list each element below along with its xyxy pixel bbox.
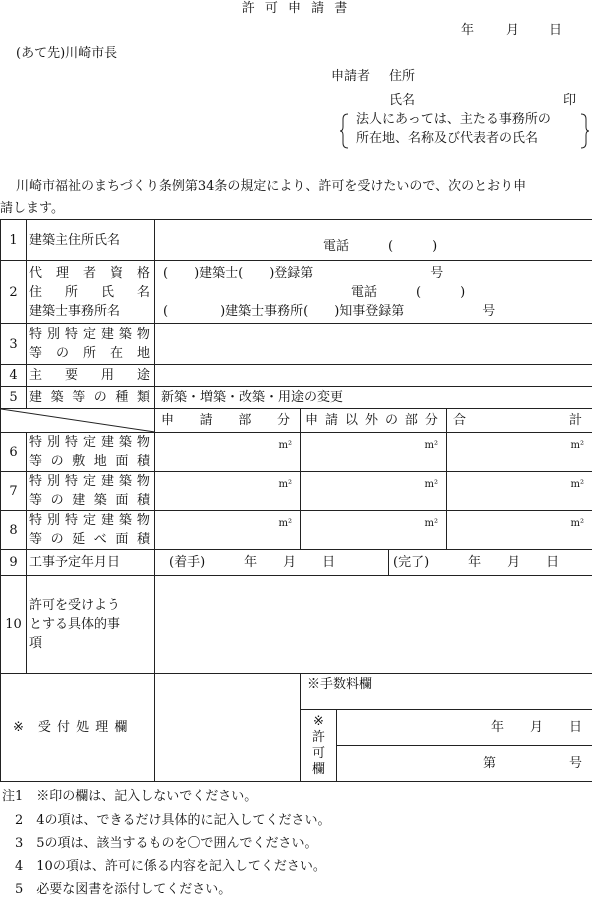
note-1: 注1 ※印の欄は、記入しないでください。 (2, 789, 258, 804)
right-brace (579, 113, 589, 149)
label-line: 特 別 特 定 建 築 物 (29, 513, 150, 528)
row-label (27, 261, 155, 324)
reception-mark: ※ (13, 720, 24, 735)
completion-date[interactable]: (完了) 年 月 日 (393, 555, 560, 570)
row-label (27, 511, 155, 550)
row-building-area (1, 472, 592, 511)
area-field[interactable] (155, 472, 301, 511)
label-line: 等 の 延 べ 面 積 (29, 532, 150, 547)
unit-label: m² (424, 518, 438, 529)
row-main-use (1, 365, 592, 387)
label-line: 建築士事務所名 (29, 303, 121, 319)
office-registration-line: ( )建築士事務所( )知事登録第 号 (163, 303, 496, 319)
row-reception (1, 674, 592, 782)
diagonal-header-cell (1, 409, 155, 433)
row-builder (1, 220, 592, 261)
row-number: 8 (1, 511, 27, 550)
row-label: 工事予定年月日 (27, 550, 155, 576)
reception-label-cell (1, 674, 155, 782)
row-construction-date (1, 550, 592, 576)
row-number: 3 (1, 324, 27, 365)
area-field[interactable] (447, 472, 592, 511)
phone-line: 電話 ( ) (323, 238, 438, 254)
row-label: 許可を受けよう とする具体的事 項 (27, 576, 155, 674)
row-construction-type (1, 387, 592, 409)
row-location (1, 324, 592, 365)
area-field[interactable] (301, 433, 447, 472)
start-date[interactable]: (着手) 年 月 日 (155, 550, 389, 575)
permit-label: ※ 許 可 欄 (301, 710, 337, 781)
row-site-area (1, 433, 592, 472)
row-label (27, 433, 155, 472)
label-line: 特 別 特 定 建 築 物 (29, 435, 150, 450)
label-line: 主 要 用 途 (29, 368, 150, 383)
unit-label: m² (278, 440, 292, 451)
applicant-label: 申請者 (331, 69, 371, 84)
row-label: 建築主住所氏名 (27, 220, 155, 261)
area-field[interactable] (447, 511, 592, 550)
construction-date-field[interactable] (155, 550, 592, 576)
diagonal-line (1, 409, 155, 432)
date-day: 日 (549, 23, 563, 38)
note-2: 2 4の項は、できるだけ具体的に記入してください。 (2, 813, 331, 828)
area-field[interactable] (447, 433, 592, 472)
fee-permit-cell (301, 674, 592, 782)
area-field[interactable] (301, 511, 447, 550)
label-line: 等 の 敷 地 面 積 (29, 454, 150, 469)
row-specifics (1, 576, 592, 674)
phone-line: 電話 ( ) (351, 284, 466, 300)
row-number: 2 (1, 261, 27, 324)
application-form-table (0, 219, 592, 782)
agent-field[interactable] (155, 261, 592, 324)
unit-label: m² (570, 479, 585, 490)
unit-label: m² (278, 518, 292, 529)
seal-mark: 印 (563, 93, 577, 108)
label-line: 代 理 者 資 格 (29, 265, 150, 281)
row-label (27, 365, 155, 387)
date-year: 年 (461, 23, 475, 38)
row-number: 4 (1, 365, 27, 387)
addressee: (あて先)川崎市長 (16, 46, 118, 61)
row-number: 5 (1, 387, 27, 409)
fee-field[interactable]: ※手数料欄 (301, 674, 592, 710)
intro-text-line1: 川崎市福祉のまちづくり条例第34条の規定により、許可を受けたいので、次のとおり申 (16, 179, 527, 194)
left-brace (340, 113, 350, 149)
note-4: 4 10の項は、許可に係る内容を記入してください。 (2, 859, 326, 874)
label-line: 等 の 所 在 地 (29, 346, 150, 361)
unit-label: m² (424, 440, 438, 451)
label-line: 建 築 等 の 種 類 (29, 390, 150, 405)
agent-qualification-line: ( )建築士( )登録第 号 (163, 265, 444, 281)
row-label (27, 324, 155, 365)
area-field[interactable] (155, 433, 301, 472)
row-agent (1, 261, 592, 324)
reception-field[interactable] (155, 674, 301, 782)
unit-label: m² (278, 479, 292, 490)
date-month: 月 (506, 23, 520, 38)
header-total: 合 計 (447, 409, 592, 433)
area-field[interactable] (155, 511, 301, 550)
permit-number[interactable]: 第 号 (483, 756, 583, 771)
row-number: 1 (1, 220, 27, 261)
row-label (27, 472, 155, 511)
row-number: 9 (1, 550, 27, 576)
row-label (27, 387, 155, 409)
intro-text-line2: 請します。 (0, 201, 64, 216)
label-line: 特 別 特 定 建 築 物 (29, 474, 150, 489)
corporation-note-line1: 法人にあっては、主たる事務所の (356, 112, 551, 127)
header-applied-part: 申 請 部 分 (155, 409, 301, 433)
corporation-note-line2: 所在地、名称及び代表者の氏名 (356, 131, 539, 146)
row-number: 7 (1, 472, 27, 511)
applicant-name-label: 氏名 (389, 93, 416, 108)
unit-label: m² (424, 479, 438, 490)
row-number: 6 (1, 433, 27, 472)
label-line: 等 の 建 築 面 積 (29, 493, 150, 508)
main-use-field[interactable] (155, 365, 592, 387)
applicant-address-label: 住所 (389, 69, 416, 84)
specifics-field[interactable] (155, 576, 592, 674)
row-floor-area (1, 511, 592, 550)
builder-field[interactable] (155, 220, 592, 261)
unit-label: m² (570, 440, 585, 451)
label-line: 特 別 特 定 建 築 物 (29, 327, 150, 342)
area-header-row (1, 409, 592, 433)
permit-date[interactable]: 年 月 日 (337, 710, 592, 746)
row-number: 10 (1, 576, 27, 674)
note-3: 3 5の項は、該当するものを〇で囲んでください。 (2, 836, 318, 851)
area-field[interactable] (301, 472, 447, 511)
document-title: 許 可 申 請 書 (241, 1, 351, 16)
location-field[interactable] (155, 324, 592, 365)
note-5: 5 必要な図書を添付してください。 (2, 882, 232, 897)
unit-label: m² (570, 518, 585, 529)
construction-type-options[interactable]: 新築・増築・改築・用途の変更 (155, 387, 592, 409)
header-other-part: 申 請 以 外 の 部 分 (301, 409, 447, 433)
label-line: 住 所 氏 名 (29, 284, 150, 300)
reception-label: 受 付 処 理 欄 (37, 720, 129, 735)
